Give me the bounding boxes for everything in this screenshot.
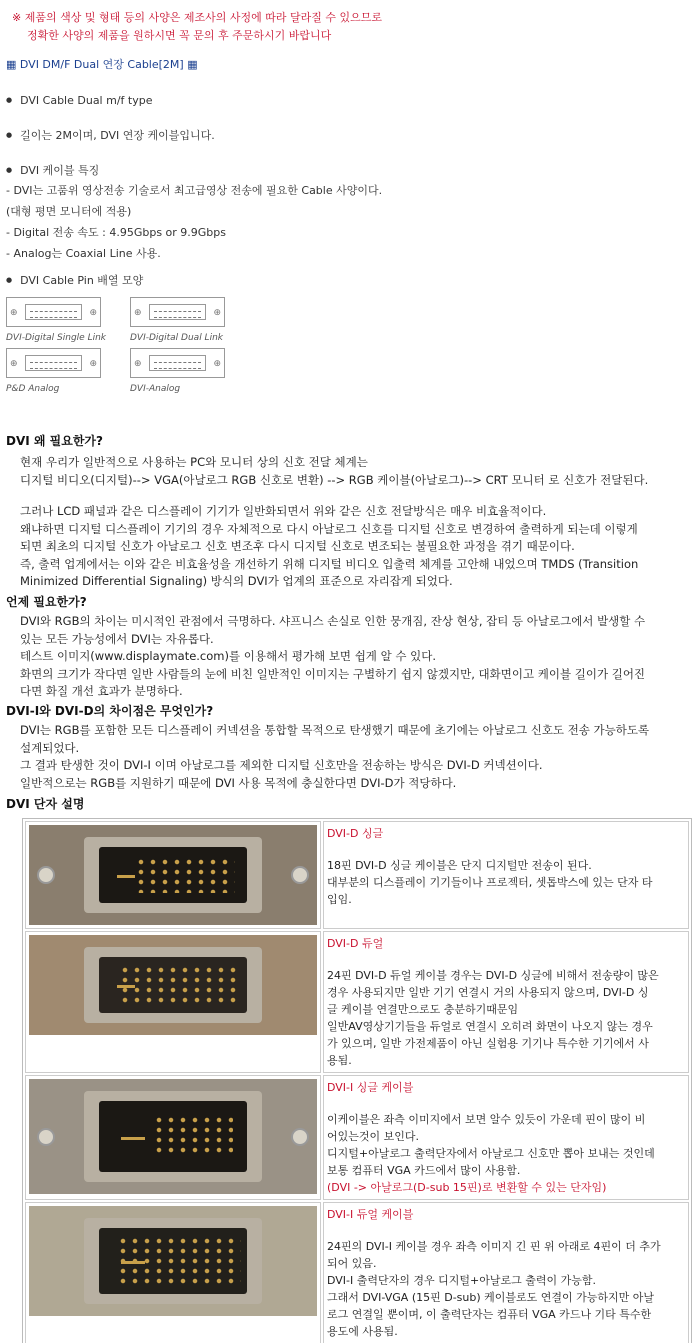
text-line: Minimized Differential Signaling) 방식의 DVI가 업계의 표준으로 자리잡게 되었다.: [20, 574, 453, 588]
text-line: 대부분의 디스플레이 기기들이나 프로젝터, 셋톱박스에 있는 단자 타: [327, 876, 653, 889]
terminal-desc-cell: [323, 1202, 689, 1343]
terminal-description: [327, 857, 685, 908]
dvi-d-single-port-image: [29, 825, 317, 925]
text-line: 그 결과 탄생한 것이 DVI-I 이며 아날로그를 제외한 디지털 신호만을 전송하는 방식은 DVI-D 커넥션이다.: [20, 758, 543, 772]
terminal-description: [327, 1111, 685, 1196]
text-line: 24핀 DVI-D 듀얼 케이블 경우는 DVI-D 싱글에 비해서 전송량이 많은: [327, 969, 659, 982]
text-line: 설계되었다.: [20, 740, 80, 755]
table-row: [25, 821, 689, 929]
text-line: 글 케이블 연결만으로도 충분하기때문임: [327, 1003, 519, 1016]
text-line: DVI는 RGB를 포함한 모든 디스플레이 커넥션을 통합할 목적으로 탄생했기 때문에 초기에는 아날로그 신호도 전송 가능하도록: [20, 723, 650, 737]
text-line: 24핀의 DVI-I 케이블 경우 좌측 이미지 긴 핀 위 아래로 4핀이 더 추가: [327, 1240, 661, 1253]
why-heading: DVI 왜 필요한가?: [6, 434, 103, 448]
text-line: DVI-I 출력단자의 경우 디지털+아날로그 출력이 가능함.: [327, 1274, 596, 1287]
terminal-note: (DVI -> 아날로그(D-sub 15핀)로 변환할 수 있는 단자임): [327, 1181, 607, 1194]
text-line: 있는 모든 가능성에서 DVI는 자유롭다.: [20, 631, 214, 646]
spec-line: - Digital 전송 속도 : 4.95Gbps or 9.9Gbps: [6, 226, 227, 239]
spec-lines: [6, 180, 382, 264]
terminal-desc-cell: [323, 821, 689, 929]
text-line: 가 있으며, 일반 가전제품이 아닌 실험용 기기나 특수한 기기에서 사: [327, 1037, 649, 1050]
text-line: DVI와 RGB의 차이는 미시적인 관점에서 극명하다. 샤프니스 손실로 인한 뭉개짐, 잔상 현상, 잡티 등 아날로그에서 발생할 수: [20, 614, 646, 628]
terminal-table: [22, 818, 692, 1343]
pin-diagram-pd-analog: ⊕ ⊕: [6, 348, 101, 378]
spec-line: (대형 평면 모니터에 적용): [6, 205, 132, 218]
terminal-image-cell: [25, 931, 321, 1073]
why-paragraph-2: [20, 503, 692, 591]
notice-line-1: ※ 제품의 색상 및 형태 등의 사양은 제조사의 사정에 따라 달라질 수 있으므로: [12, 11, 382, 24]
pin-label: DVI-Digital Dual Link: [130, 333, 223, 343]
text-line: 보통 컴퓨터 VGA 카드에서 많이 사용함.: [327, 1164, 521, 1177]
terminal-image-cell: [25, 1202, 321, 1343]
text-line: 왜냐하면 디지털 디스플레이 기기의 경우 자체적으로 다시 아날로그 신호를 디지털 신호로 변경하여 출력하게 되는데 이렇게: [20, 521, 638, 536]
text-line: 입임.: [327, 893, 352, 906]
spec-heading: ● DVI 케이블 특징: [6, 160, 99, 181]
terminal-title: DVI-I 듀얼 케이블: [327, 1208, 414, 1221]
terminal-title: DVI-D 싱글: [327, 827, 384, 840]
dvi-i-dual-port-image: [29, 1206, 317, 1316]
text-line: 되어 있음.: [327, 1257, 377, 1270]
pin-diagram-single-link: ⊕ ⊕: [6, 297, 101, 327]
pin-label: DVI-Analog: [130, 384, 181, 394]
why-paragraph-1: [20, 454, 692, 489]
when-heading: 언제 필요한가?: [6, 595, 87, 609]
type-line: ● DVI Cable Dual m/f type: [6, 90, 152, 111]
terminal-image-cell: [25, 1075, 321, 1200]
spec-line: - DVI는 고품위 영상전송 기술로서 최고급영상 전송에 필요한 Cable 사양이다.: [6, 184, 383, 197]
diff-paragraph: [20, 722, 692, 792]
pin-label: P&D Analog: [6, 384, 60, 394]
text-line: 디지털 비디오(디지털)--> VGA(아날로그 RGB 신호로 변환) --> RGB 케이블(아날로그)--> CRT 모니터 로 신호가 전달된다.: [20, 472, 649, 487]
terminals-heading: DVI 단자 설명: [6, 797, 85, 811]
length-line: ● 길이는 2M이며, DVI 연장 케이블입니다.: [6, 125, 215, 146]
terminal-desc-cell: [323, 1075, 689, 1200]
text-line: 용도에 사용됨.: [327, 1325, 398, 1338]
pin-heading: ● DVI Cable Pin 배열 모양: [6, 270, 143, 291]
table-row: [25, 1075, 689, 1200]
notice-line-2: 정확한 사양의 제품을 원하시면 꼭 문의 후 주문하시기 바랍니다: [27, 29, 332, 42]
text-line: 되면 최초의 디지털 신호가 아날로그 신호 변조후 다시 디지털 신호로 변조되는 불필요한 과정을 겪기 때문이다.: [20, 539, 575, 553]
terminal-description: [327, 1238, 685, 1340]
terminal-title: DVI-I 싱글 케이블: [327, 1081, 414, 1094]
when-paragraph: [20, 613, 692, 701]
text-line: 즉, 출력 업계에서는 이와 같은 비효율성을 개선하기 위해 디지털 비디오 입출력 체계를 고안해 내었으며 TMDS (Transition: [20, 556, 639, 571]
text-line: 그래서 DVI-VGA (15핀 D-sub) 케이블로도 연결이 가능하지만 아날: [327, 1291, 655, 1304]
terminal-image-cell: [25, 821, 321, 929]
text-line: 디지털+아날로그 출력단자에서 아날로그 신호만 뽑아 보내는 것인데: [327, 1147, 655, 1160]
text-line: 그러나 LCD 패널과 같은 디스플레이 기기가 일반화되면서 위와 같은 신호 전달방식은 매우 비효율적이다.: [20, 504, 547, 518]
dvi-d-dual-port-image: [29, 935, 317, 1035]
table-row: [25, 1202, 689, 1343]
text-line: 경우 사용되지만 일반 기기 연결시 거의 사용되지 않으며, DVI-D 싱: [327, 986, 649, 999]
pin-diagram-analog: ⊕ ⊕: [130, 348, 225, 378]
dvi-i-single-port-image: [29, 1079, 317, 1194]
notice: [12, 9, 382, 45]
text-line: 테스트 이미지(www.displaymate.com)를 이용해서 평가해 보면 쉽게 알 수 있다.: [20, 649, 436, 663]
product-title: ▦ DVI DM/F Dual 연장 Cable[2M] ▦: [6, 58, 198, 71]
terminal-description: [327, 967, 685, 1069]
text-line: 용됨.: [327, 1054, 352, 1067]
text-line: 일반적으로는 RGB를 지원하기 때문에 DVI 사용 목적에 충실한다면 DVI-D가 적당하다.: [20, 775, 457, 790]
pin-label: DVI-Digital Single Link: [6, 333, 106, 343]
terminal-title: DVI-D 듀얼: [327, 937, 384, 950]
spec-line: - Analog는 Coaxial Line 사용.: [6, 247, 161, 260]
text-line: 18핀 DVI-D 싱글 케이블은 단지 디지털만 전송이 된다.: [327, 859, 592, 872]
text-line: 일반AV영상기기들을 듀얼로 연결시 오히려 화면이 나오지 않는 경우: [327, 1020, 653, 1033]
text-line: 화면의 크기가 작다면 일반 사람들의 눈에 비친 일반적인 이미지는 구별하기 쉽지 않겠지만, 대화면이고 케이블 길이가 길어진: [20, 666, 646, 681]
table-row: [25, 931, 689, 1073]
text-line: 어있는것이 보인다.: [327, 1130, 420, 1143]
text-line: 현재 우리가 일반적으로 사용하는 PC와 모니터 상의 신호 전달 체계는: [20, 455, 368, 469]
pin-diagram-dual-link: ⊕ ⊕: [130, 297, 225, 327]
terminal-desc-cell: [323, 931, 689, 1073]
text-line: 다면 화질 개선 효과가 분명하다.: [20, 684, 183, 698]
text-line: 이케이블은 좌측 이미지에서 보면 알수 있듯이 가운데 핀이 많이 비: [327, 1113, 646, 1126]
text-line: 로그 연결일 뿐이며, 이 출력단자는 컴퓨터 VGA 카드나 기타 특수한: [327, 1308, 652, 1321]
diff-heading: DVI-I와 DVI-D의 차이점은 무엇인가?: [6, 704, 214, 718]
